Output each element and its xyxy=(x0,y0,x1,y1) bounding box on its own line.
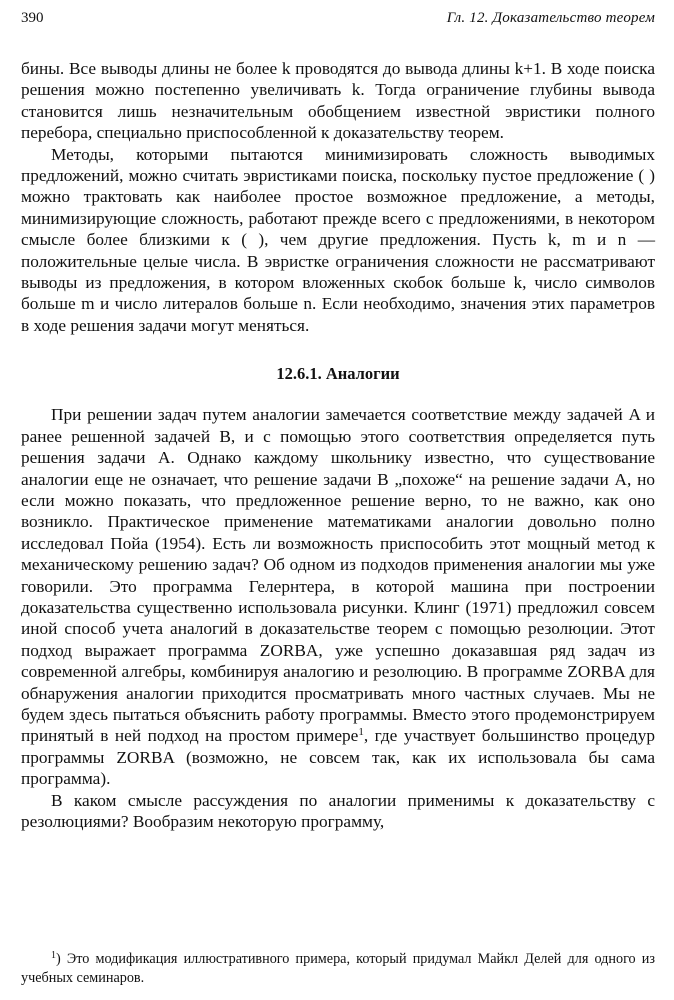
paragraph-analogies-text: При решении задач путем аналогии замечается соответствие между задачей A и ранее решенной задачей B, и с помощью этого соответствия определяется путь решения задачи A. Однако каждому школьнику известно, что существование аналогии еще не означает, что решение задачи B „похоже“ на решение задачи A, но если можно показать, что предложенное решение верно, то не важно, как оно возникло. Практическое применение математиками аналогии довольно полно исследовал Пойа (1954). Есть ли возможность приспособить этот мощный метод к механическому решению задач? Об одном из подходов применения аналогии мы уже говорили. Это программа Гелернтера, в которой машина при построении доказательства существенно использовала рисунки. Клинг (1971) предложил совсем иной способ учета аналогий в доказательстве теорем с помощью резолюции. Этот подход выражает программа ZORBA, уже успешно доказавшая ряд задач из современной алгебры, комбинируя аналогию и резолюцию. В программе ZORBA для обнаружения аналогии приходится просматривать много частных случаев. Мы не будем здесь пытаться объяснить работу программы. Вместо этого продемонстрируем принятый в ней подход на простом примере xyxy=(21,405,655,746)
running-title: Гл. 12. Доказательство теорем xyxy=(446,10,655,26)
footnote-text: ) Это модификация иллюстративного примера, который придумал Майкл Делей для одного из учебных семинаров. xyxy=(21,951,655,986)
section-title: 12.6.1. Аналогии xyxy=(276,364,400,384)
page xyxy=(21,10,655,990)
footnote-reference[interactable]: 1 xyxy=(358,726,364,739)
paragraph-complexity-heuristics: Методы, которыми пытаются минимизировать сложность выводимых предложений, можно считать эвристиками поиска, поскольку пустое предложение ( ) можно трактовать как наиболее простое возможное предложение, а методы, минимизирующие сложность, работают прежде всего с предложениями, в некотором смысле более близкими к ( ), чем другие предложения. Пусть k, m и n — положительные целые числа. В эвристке ограничения сложности не рассматривают выводы из предложения, в котором вложенных скобок больше k, число символов больше m и число литералов больше n. Если необходимо, значения этих параметров в ходе решения задачи могут меняться. xyxy=(21,144,655,335)
footnote-mark: 1 xyxy=(51,950,56,961)
footnote xyxy=(21,950,655,988)
paragraph-analogies xyxy=(21,404,655,789)
page-number: 390 xyxy=(21,10,44,26)
paragraph-continued: бины. Все выводы длины не более k проводятся до вывода длины k+1. В ходе поиска решения можно постепенно увеличивать k. Тогда ограничение глубины вывода становится лишь незначительным обобщением известной эвристики полного перебора, специально приспособленной к доказательству теорем. xyxy=(21,59,655,143)
paragraph-analogies-tail: , где участвует большинство процедур программы ZORBA (возможно, не совсем так, как их использовала бы сама программа). xyxy=(21,726,655,789)
paragraph-resolution-analogy: В каком смысле рассуждения по аналогии применимы к доказательству с резолюциями? Вообразим некоторую программу, xyxy=(21,790,655,831)
page-header xyxy=(21,10,655,36)
